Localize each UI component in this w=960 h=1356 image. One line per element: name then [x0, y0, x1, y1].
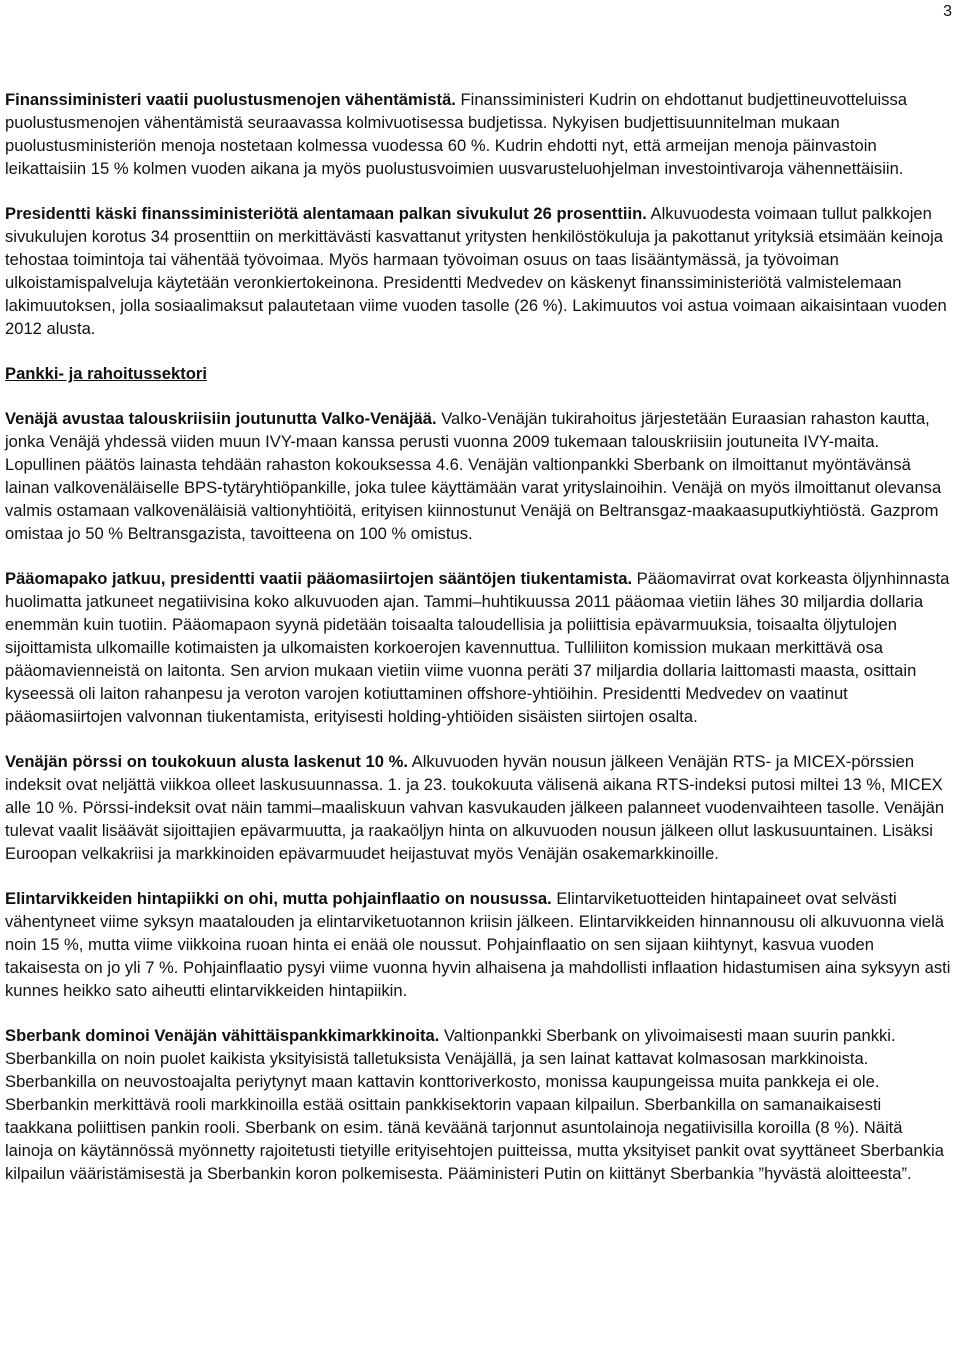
section-heading: Pankki- ja rahoitussektori: [5, 364, 207, 383]
article-paragraph: [5, 887, 953, 1002]
article-text: Elintarviketuotteiden hintapaineet ovat selvästi vähentyneet viime syksyn maatalouden ja elintarviketuotannon kriisin jälkeen. Elintarvikkeiden hinnannousu oli alkuvuonna vielä noin 15 %, mutta viime viikkoina ruoan hinta ei enää ole noussut. Pohjainflaatio on sen sijaan kiihtynyt, kasvua vuoden takaisesta on jo yli 7 %. Pohjainflaatio pysyi viime vuonna hyvin alhaisena ja mahdollisti inflaation hidastumisen aina syksyyn asti kunnes heikko sato aiheutti elintarvikkeiden hintapiikin.: [5, 889, 951, 1000]
article-paragraph: [5, 567, 953, 728]
article-text: Pääomavirrat ovat korkeasta öljynhinnasta huolimatta jatkuneet negatiivisina koko alkuvuoden ajan. Tammi–huhtikuussa 2011 pääomaa vietiin lähes 30 miljardia dollaria enemmän kuin tuotiin. Pääomapaon syynä pidetään toisaalta taloudellisia ja poliittisia epävarmuuksia, toisaalta öljytulojen sijoittamista ulkomaille kotimaisten ja ulkomaisten korkoerojen kavennuttua. Tulliliiton komission mukaan merkittävä osa pääomavienneistä on laitonta. Sen arvion mukaan vietiin viime vuonna peräti 37 miljardia dollaria laittomasti maasta, osittain kyseessä oli laiton rahanpesu ja veroton varojen kotiuttaminen offshore-yhtiöihin. Presidentti Medvedev on vaatinut pääomasiirtojen valvonnan tiukentamista, erityisesti holding-yhtiöiden sisäisten siirtojen osalta.: [5, 569, 950, 726]
article-headline: Finanssiministeri vaatii puolustusmenojen vähentämistä.: [5, 90, 456, 109]
article-headline: Venäjä avustaa talouskriisiin joutunutta Valko-Venäjää.: [5, 409, 437, 428]
article-text: Finanssiministeri Kudrin on ehdottanut budjettineuvotteluissa puolustusmenojen vähentämistä seuraavassa kolmivuotisessa budjetissa. Nykyisen budjettisuunnitelman mukaan puolustusministeriön menoja nostetaan kolmessa vuodessa 60 %. Kudrin ehdotti nyt, että armeijan menoja päinvastoin leikattaisiin 15 % kolmen vuoden aikana ja myös puolustusvoimien uusvarusteluohjelman investointivaroja vähennettäisiin.: [5, 90, 907, 178]
document-body: [5, 88, 953, 1207]
article-headline: Pääomapako jatkuu, presidentti vaatii pääomasiirtojen sääntöjen tiukentamista.: [5, 569, 633, 588]
article-headline: Venäjän pörssi on toukokuun alusta laskenut 10 %.: [5, 752, 408, 771]
article-paragraph: [5, 88, 953, 180]
article-paragraph: [5, 1024, 953, 1185]
article-paragraph: [5, 202, 953, 340]
article-headline: Sberbank dominoi Venäjän vähittäispankkimarkkinoita.: [5, 1026, 440, 1045]
page-number: 3: [943, 3, 952, 20]
article-text: Alkuvuoden hyvän nousun jälkeen Venäjän RTS- ja MICEX-pörssien indeksit ovat neljättä viikkoa olleet laskusuunnassa. 1. ja 23. toukokuuta välisenä aikana RTS-indeksi putosi miltei 13 %, MICEX alle 10 %. Pörssi-indeksit ovat näin tammi–maaliskuun vahvan kasvukauden jälkeen palanneet vuodenvaihteen tasolle. Venäjän tulevat vaalit lisäävät sijoittajien epävarmuutta, ja raakaöljyn hinta on alkuvuoden nousun jälkeen ollut laskusuuntainen. Lisäksi Euroopan velkakriisi ja markkinoiden epävarmuudet heijastuvat myös Venäjän osakemarkkinoille.: [5, 752, 945, 863]
article-text: Valtionpankki Sberbank on ylivoimaisesti maan suurin pankki. Sberbankilla on noin puolet kaikista yksityisistä talletuksista Venäjällä, ja sen lainat kattavat kolmasosan markkinoista. Sberbankilla on neuvostoajalta periytynyt maan kattavin konttoriverkosto, monissa kaupungeissa muita pankkeja ei ole. Sberbankin merkittävä rooli markkinoilla estää osittain pankkisektorin vapaan kilpailun. Sberbankilla on samanaikaisesti taakkana poliittisen pankin rooli. Sberbank on esim. tänä keväänä tarjonnut asuntolainoja negatiivisilla koroilla (8 %). Näitä lainoja on käytännössä myönnetty rajoitetusti tietyille erityisehtojen puitteissa, mutta yksityiset pankit ovat syyttäneet Sberbankia kilpailun vääristämisestä ja Sberbankin koron polkemisesta. Pääministeri Putin on kiittänyt Sberbankia ”hyvästä aloitteesta”.: [5, 1026, 944, 1183]
article-text: Valko-Venäjän tukirahoitus järjestetään Euraasian rahaston kautta, jonka Venäjä yhdessä viiden muun IVY-maan kanssa perusti vuonna 2009 tukemaan talouskriisiin joutuneita IVY-maita. Lopullinen päätös lainasta tehdään rahaston kokouksessa 4.6. Venäjän valtionpankki Sberbank on ilmoittanut myöntävänsä lainan valkovenäläiselle BPS-tytäryhtiöpankille, joka tulee käyttämään varat yrityslainoihin. Venäjä on myös ilmoittanut olevansa valmis ostamaan valkovenäläisiä valtionyhtiöitä, erityisen kiinnostunut Venäjä on Beltransgaz-maakaasuputkiyhtiöstä. Gazprom omistaa jo 50 % Beltransgazista, tavoitteena on 100 % omistus.: [5, 409, 942, 543]
article-paragraph: [5, 407, 953, 545]
article-paragraph: [5, 750, 953, 865]
article-text: Alkuvuodesta voimaan tullut palkkojen sivukulujen korotus 34 prosenttiin on merkittävästi kasvattanut yritysten henkilöstökuluja ja pakottanut yrityksiä etsimään keinoja tehostaa toimintoja tai vähentää työvoimaa. Myös harmaan työvoiman osuus on taas lisääntymässä, ja työvoiman ulkoistamispalveluja käytetään veronkiertokeinona. Presidentti Medvedev on käskenyt finanssiministeriötä valmistelemaan lakimuutoksen, jolla sosiaalimaksut palautetaan viime vuoden tasolle (26 %). Lakimuutos voi astua voimaan aikaisintaan vuoden 2012 alusta.: [5, 204, 947, 338]
article-headline: Presidentti käski finanssiministeriötä alentamaan palkan sivukulut 26 prosenttiin.: [5, 204, 647, 223]
article-headline: Elintarvikkeiden hintapiikki on ohi, mutta pohjainflaatio on nousussa.: [5, 889, 552, 908]
